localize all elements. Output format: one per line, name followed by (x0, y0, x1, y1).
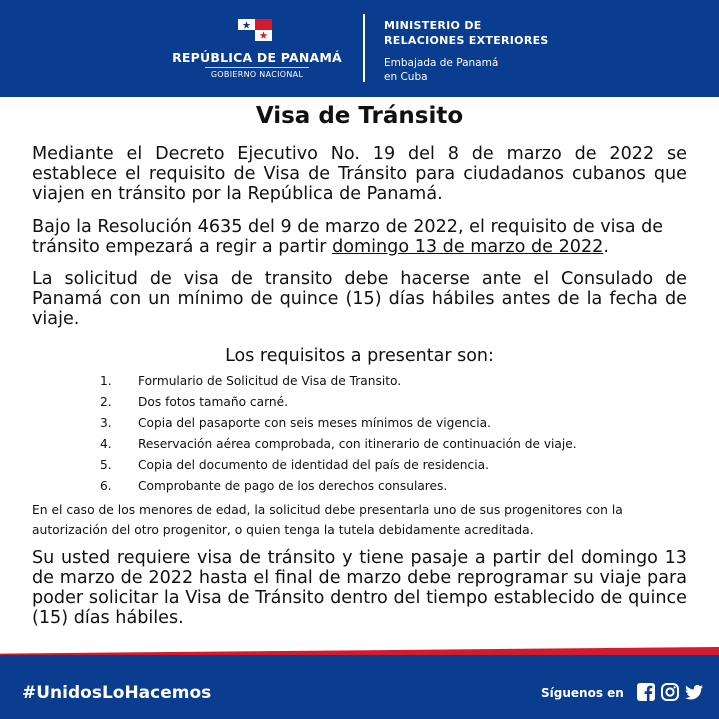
requirements-title: Los requisitos a presentar son: (225, 346, 494, 366)
panama-flag-icon (238, 19, 272, 41)
header-banner (0, 0, 719, 97)
paragraph-resolution (32, 217, 687, 257)
list-item (100, 415, 660, 436)
list-item-text: Comprobante de pago de los derechos consulares. (138, 479, 448, 493)
hashtag: #UnidosLoHacemos (22, 683, 212, 703)
facebook-icon[interactable] (636, 682, 656, 702)
follow-label: Síguenos en (541, 686, 624, 700)
paragraph-resolution-text: Bajo la Resolución 4635 del 9 de marzo de 2022, el requisito de visa de tránsito empezará a regir a partir (32, 217, 664, 257)
paragraph-decree: Mediante el Decreto Ejecutivo No. 19 del 8 de marzo de 2022 se establece el requisito de Visa de Tránsito para ciudadanos cubanos que viajen en tránsito por la República de Panamá. (32, 144, 687, 204)
paragraph-resolution-end: . (603, 237, 609, 257)
list-item-number: 4. (100, 437, 112, 451)
list-item (100, 436, 660, 457)
twitter-icon[interactable] (684, 682, 704, 702)
minors-note: En el caso de los menores de edad, la solicitud debe presentarla uno de sus progenitores con la autorización del otro progenitor, o quien tenga la tutela debidamente acreditada. (32, 503, 623, 537)
list-item-number: 6. (100, 479, 112, 493)
list-item-number: 5. (100, 458, 112, 472)
page-title: Visa de Tránsito (255, 103, 464, 129)
requirements-list (100, 373, 660, 499)
list-item-text: Dos fotos tamaño carné. (138, 395, 288, 409)
list-item-number: 2. (100, 395, 112, 409)
list-item-text: Copia del documento de identidad del país de residencia. (138, 458, 489, 472)
ministry-name-line2: RELACIONES EXTERIORES (384, 34, 549, 47)
list-item-number: 3. (100, 416, 112, 430)
list-item (100, 457, 660, 478)
effective-date: domingo 13 de marzo de 2022 (332, 237, 604, 257)
list-item (100, 373, 660, 394)
embassy-name-line2: en Cuba (384, 71, 428, 83)
list-item (100, 478, 660, 499)
government-name: REPÚBLICA DE PANAMÁ (172, 50, 342, 65)
list-item-text: Formulario de Solicitud de Visa de Transito. (138, 374, 402, 388)
ministry-name-line1: MINISTERIO DE (384, 19, 482, 32)
government-subtitle: GOBIERNO NACIONAL (205, 67, 309, 79)
list-item (100, 394, 660, 415)
header-divider (363, 14, 365, 82)
paragraph-application: La solicitud de visa de transito debe hacerse ante el Consulado de Panamá con un mínimo de quince (15) días hábiles antes de la fecha de viaje. (32, 269, 687, 329)
list-item-text: Reservación aérea comprobada, con itinerario de continuación de viaje. (138, 437, 577, 451)
paragraph-reschedule: Su usted requiere visa de tránsito y tiene pasaje a partir del domingo 13 de marzo de 2022 hasta el final de marzo debe reprogramar su viaje para poder solicitar la Visa de Tránsito dentro del tiempo establecido de quince (15) días hábiles. (32, 548, 687, 628)
embassy-name-line1: Embajada de Panamá (384, 57, 499, 69)
list-item-text: Copia del pasaporte con seis meses mínimos de vigencia. (138, 416, 491, 430)
list-item-number: 1. (100, 374, 112, 388)
instagram-icon[interactable] (660, 682, 680, 702)
